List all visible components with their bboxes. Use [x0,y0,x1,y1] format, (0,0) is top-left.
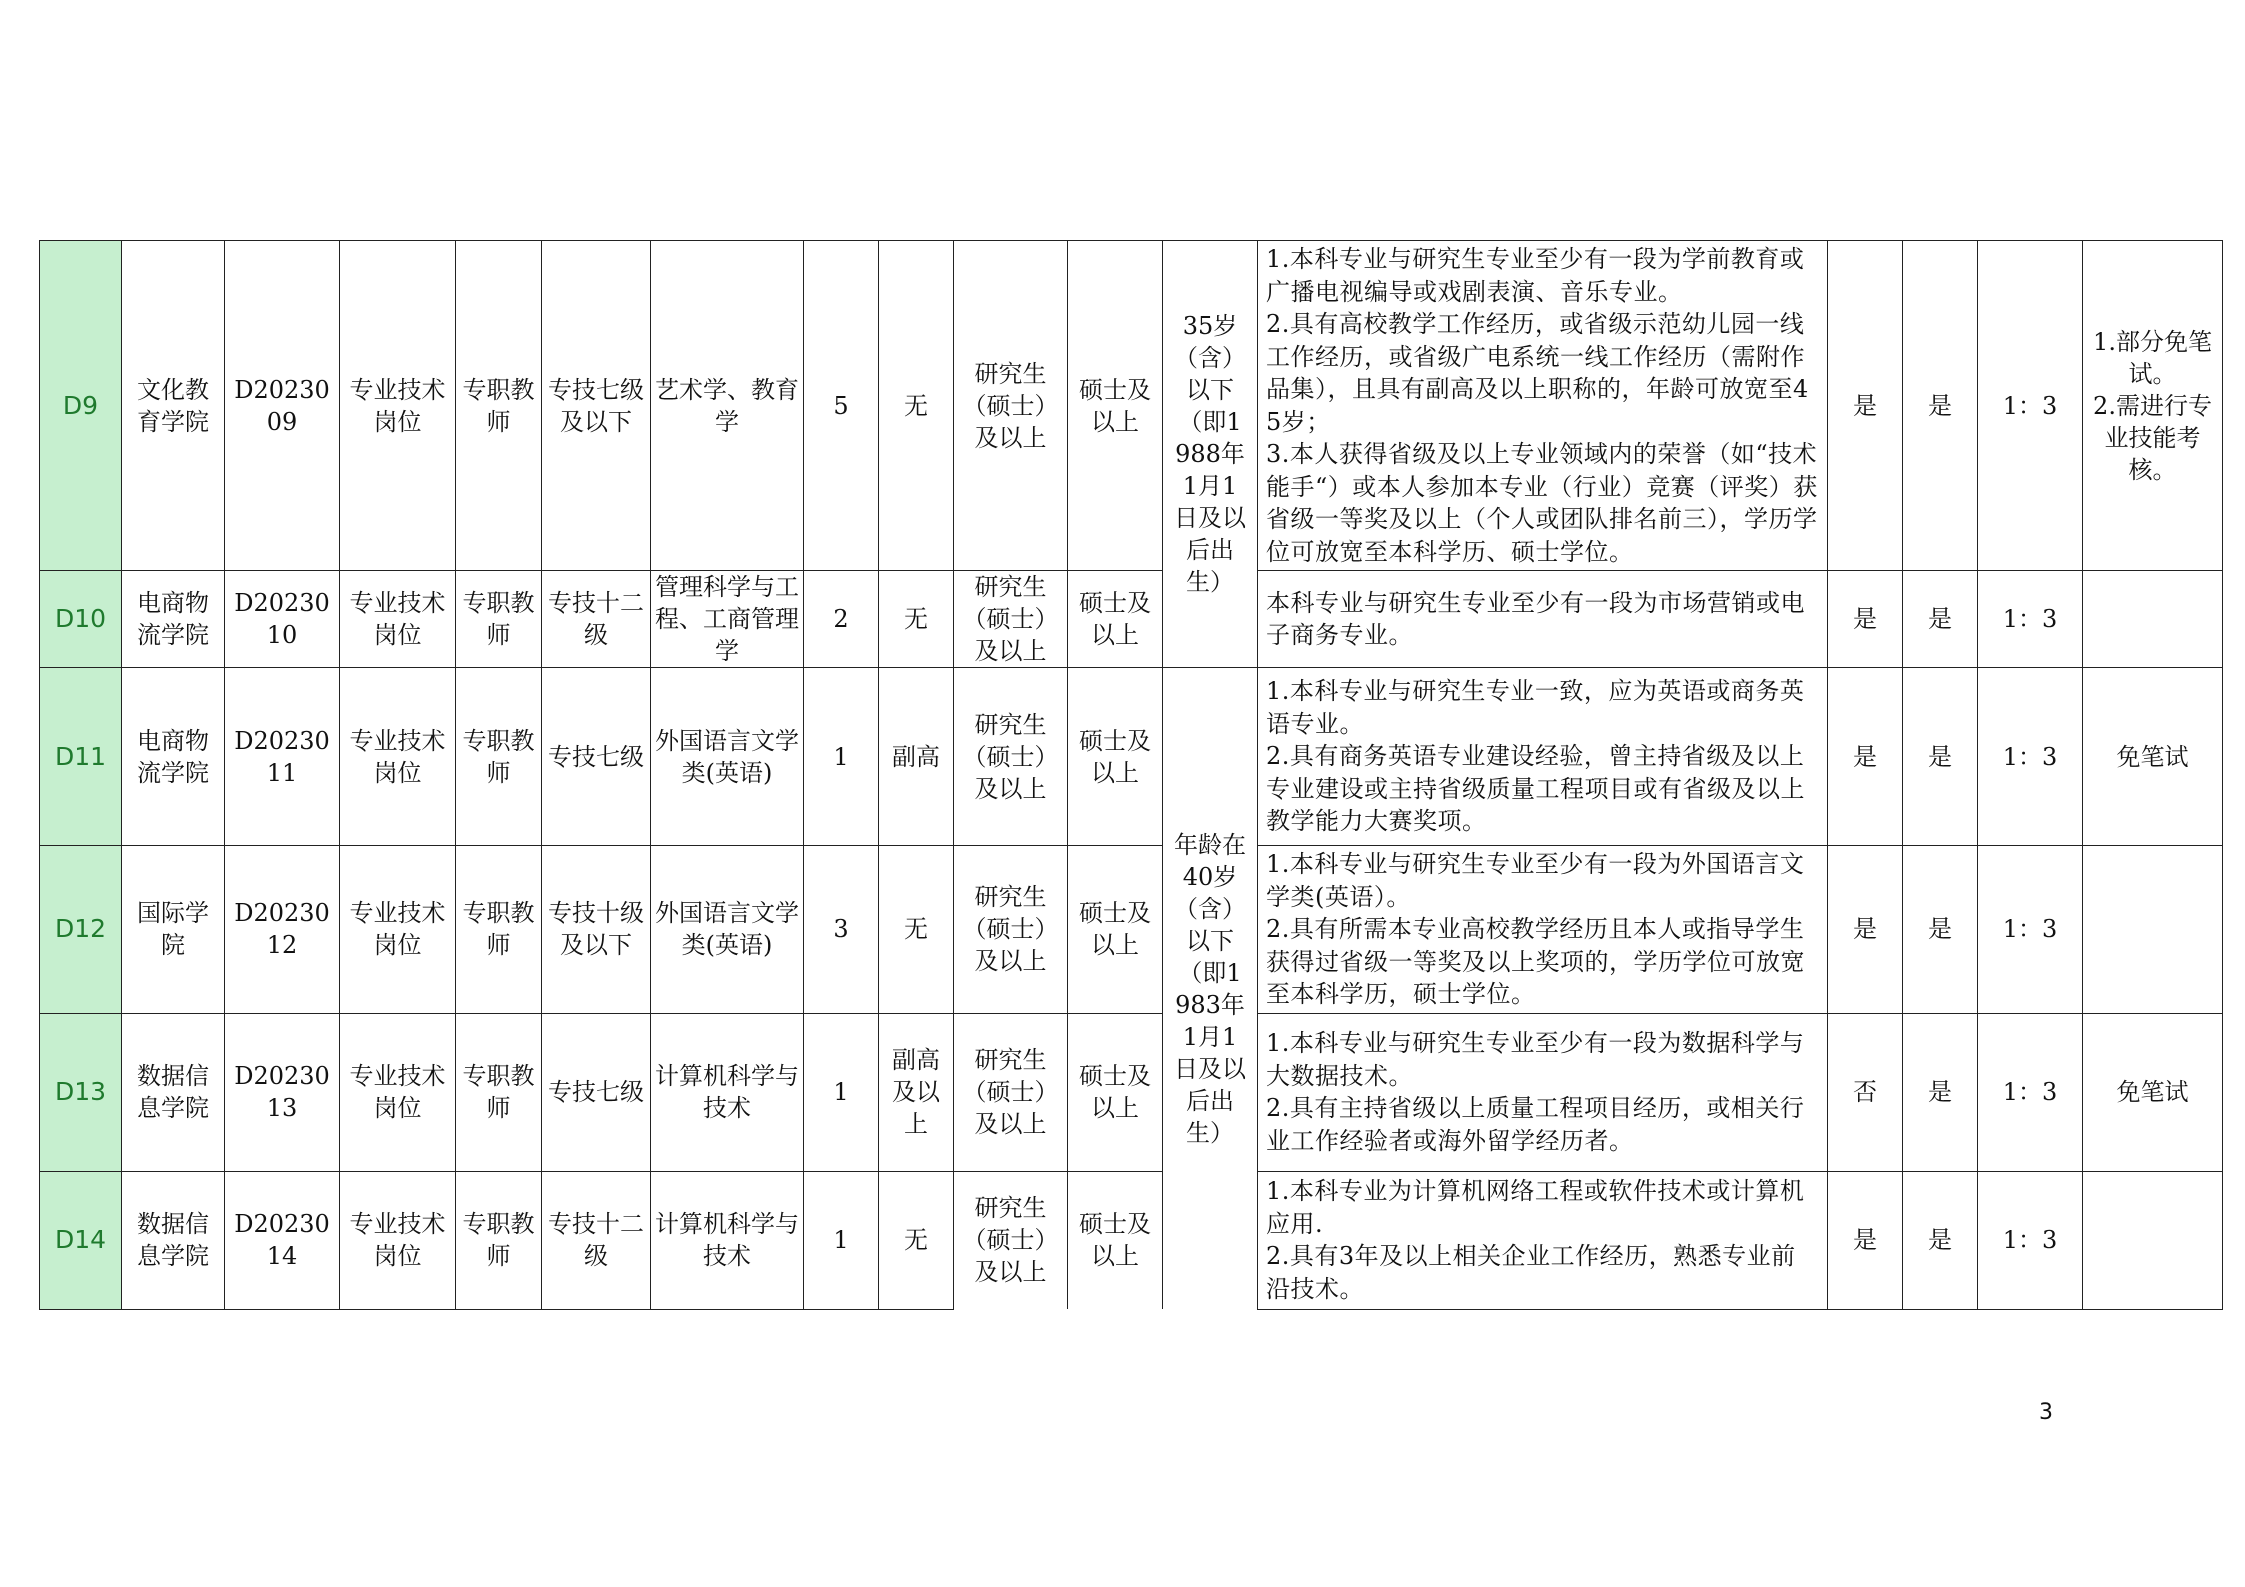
education-cell: 研究生（硕士）及以上 [954,241,1068,571]
requirements-cell: 本科专业与研究生专业至少有一段为市场营销或电子商务专业。 [1258,571,1828,668]
major-cell: 外国语言文学类(英语) [651,846,804,1014]
education-cell: 研究生（硕士）及以上 [954,846,1068,1014]
condition-2-cell: 是 [1903,668,1978,846]
degree-cell: 硕士及以上 [1068,1171,1163,1309]
title-cell: 副高 [879,668,954,846]
title-cell: 副高及以上 [879,1013,954,1171]
post-id-cell: D2023012 [225,846,340,1014]
post-type-cell: 专业技术岗位 [340,846,456,1014]
post-type-cell: 专业技术岗位 [340,241,456,571]
table-row [40,1013,2223,1171]
table-row [40,668,2223,846]
grade-cell: 专技七级 [542,668,651,846]
note-cell: 免笔试 [2083,1013,2223,1171]
age-requirement-cell: 35岁（含）以下（即1988年1月1日及以后出生） [1163,241,1258,668]
grade-cell: 专技十二级 [542,571,651,668]
table-row [40,241,2223,571]
role-cell: 专职教师 [456,846,542,1014]
note-cell: 免笔试 [2083,668,2223,846]
education-cell: 研究生（硕士）及以上 [954,571,1068,668]
ratio-cell: 1：3 [1978,1013,2083,1171]
college-cell: 数据信息学院 [122,1171,225,1309]
college-cell: 数据信息学院 [122,1013,225,1171]
ratio-cell: 1：3 [1978,241,2083,571]
role-cell: 专职教师 [456,1013,542,1171]
note-cell [2083,1171,2223,1309]
row-code: D12 [40,846,122,1014]
ratio-cell: 1：3 [1978,846,2083,1014]
row-code: D11 [40,668,122,846]
post-id-cell: D2023010 [225,571,340,668]
row-code: D14 [40,1171,122,1309]
degree-cell: 硕士及以上 [1068,668,1163,846]
college-cell: 文化教育学院 [122,241,225,571]
grade-cell: 专技十级及以下 [542,846,651,1014]
row-code: D13 [40,1013,122,1171]
page-number: 3 [2039,1400,2053,1425]
major-cell: 计算机科学与技术 [651,1171,804,1309]
condition-1-cell: 是 [1828,241,1903,571]
role-cell: 专职教师 [456,668,542,846]
grade-cell: 专技十二级 [542,1171,651,1309]
ratio-cell: 1：3 [1978,668,2083,846]
condition-2-cell: 是 [1903,846,1978,1014]
education-cell: 研究生（硕士）及以上 [954,1171,1068,1309]
ratio-cell: 1：3 [1978,1171,2083,1309]
headcount-cell: 3 [804,846,879,1014]
college-cell: 国际学院 [122,846,225,1014]
condition-1-cell: 是 [1828,846,1903,1014]
education-cell: 研究生（硕士）及以上 [954,668,1068,846]
row-code: D9 [40,241,122,571]
ratio-cell: 1：3 [1978,571,2083,668]
condition-2-cell: 是 [1903,571,1978,668]
note-cell: 1.部分免笔试。 2.需进行专业技能考核。 [2083,241,2223,571]
major-cell: 管理科学与工程、工商管理学 [651,571,804,668]
job-posting-table [39,240,2223,1310]
degree-cell: 硕士及以上 [1068,241,1163,571]
requirements-cell: 1.本科专业与研究生专业至少有一段为外国语言文学类(英语）。 2.具有所需本专业高校教学经历且本人或指导学生获得过省级一等奖及以上奖项的，学历学位可放宽至本科学历，硕士学位。 [1258,846,1828,1014]
post-id-cell: D2023011 [225,668,340,846]
degree-cell: 硕士及以上 [1068,846,1163,1014]
requirements-cell: 1.本科专业与研究生专业一致，应为英语或商务英语专业。 2.具有商务英语专业建设经验，曾主持省级及以上专业建设或主持省级质量工程项目或有省级及以上教学能力大赛奖项。 [1258,668,1828,846]
requirements-cell: 1.本科专业为计算机网络工程或软件技术或计算机应用. 2.具有3年及以上相关企业工作经历，熟悉专业前沿技术。 [1258,1171,1828,1309]
condition-1-cell: 否 [1828,1013,1903,1171]
grade-cell: 专技七级 [542,1013,651,1171]
role-cell: 专职教师 [456,241,542,571]
college-cell: 电商物流学院 [122,571,225,668]
requirements-cell: 1.本科专业与研究生专业至少有一段为数据科学与大数据技术。 2.具有主持省级以上质量工程项目经历，或相关行业工作经验者或海外留学经历者。 [1258,1013,1828,1171]
post-type-cell: 专业技术岗位 [340,1013,456,1171]
title-cell: 无 [879,1171,954,1309]
headcount-cell: 1 [804,668,879,846]
condition-1-cell: 是 [1828,1171,1903,1309]
requirements-cell: 1.本科专业与研究生专业至少有一段为学前教育或广播电视编导或戏剧表演、音乐专业。 2.具有高校教学工作经历，或省级示范幼儿园一线工作经历，或省级广电系统一线工作经历（需附作品集），且具有副高及以上职称的，年龄可放宽至45岁； 3.本人获得省级及以上专业领域内的荣誉（如“技术能手“）或本人参加本专业（行业）竞赛（评奖）获省级一等奖及以上（个人或团队排名前三），学历学位可放宽至本科学历、硕士学位。 [1258,241,1828,571]
post-id-cell: D2023009 [225,241,340,571]
major-cell: 外国语言文学类(英语) [651,668,804,846]
headcount-cell: 1 [804,1013,879,1171]
degree-cell: 硕士及以上 [1068,571,1163,668]
grade-cell: 专技七级及以下 [542,241,651,571]
role-cell: 专职教师 [456,1171,542,1309]
condition-2-cell: 是 [1903,1013,1978,1171]
condition-2-cell: 是 [1903,1171,1978,1309]
post-type-cell: 专业技术岗位 [340,668,456,846]
row-code: D10 [40,571,122,668]
degree-cell: 硕士及以上 [1068,1013,1163,1171]
major-cell: 艺术学、教育学 [651,241,804,571]
condition-1-cell: 是 [1828,668,1903,846]
post-id-cell: D2023014 [225,1171,340,1309]
note-cell [2083,571,2223,668]
condition-1-cell: 是 [1828,571,1903,668]
table-row [40,1171,2223,1309]
headcount-cell: 5 [804,241,879,571]
note-cell [2083,846,2223,1014]
college-cell: 电商物流学院 [122,668,225,846]
condition-2-cell: 是 [1903,241,1978,571]
headcount-cell: 2 [804,571,879,668]
title-cell: 无 [879,571,954,668]
post-type-cell: 专业技术岗位 [340,571,456,668]
title-cell: 无 [879,241,954,571]
post-type-cell: 专业技术岗位 [340,1171,456,1309]
role-cell: 专职教师 [456,571,542,668]
table-row [40,846,2223,1014]
post-id-cell: D2023013 [225,1013,340,1171]
title-cell: 无 [879,846,954,1014]
table-row [40,571,2223,668]
age-requirement-cell: 年龄在40岁（含）以下（即1983年1月1日及以后出生） [1163,668,1258,1310]
headcount-cell: 1 [804,1171,879,1309]
education-cell: 研究生（硕士）及以上 [954,1013,1068,1171]
major-cell: 计算机科学与技术 [651,1013,804,1171]
